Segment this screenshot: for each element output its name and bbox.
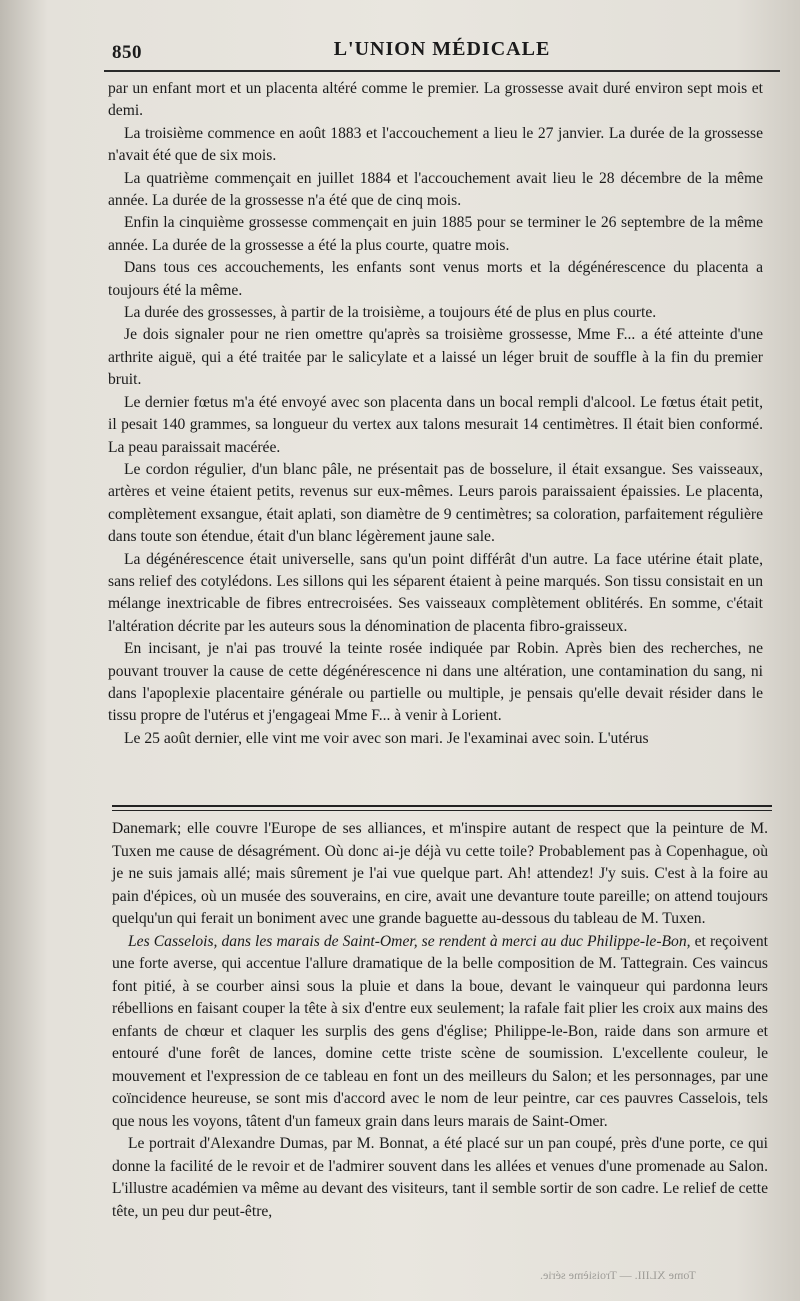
feuilleton-paragraph: Le portrait d'Alexandre Dumas, par M. Bonnat, a été placé sur un pan coupé, près d'une porte, ce qui donne la facilité de le revoir et de l'admirer souvent dans les allées et venues d'une promenade au Salon. L'illustre académien va même au devant des visiteurs, tant il semble sortir de son cadre. Le relief de cette tête, un peu dur peut-être, — [112, 1135, 768, 1220]
header-rule — [104, 70, 780, 72]
paragraph: par un enfant mort et un placenta altéré comme le premier. La grossesse avait duré environ sept mois et demi. — [108, 80, 763, 120]
artwork-title: Les Casselois, dans les marais de Saint-Omer, se rendent à merci au duc Philippe-le-Bon, — [128, 932, 691, 950]
feuilleton-text: et reçoivent une forte averse, qui accentue l'allure dramatique de la belle composition de M. Tattegrain. Ces vaincus font pitié, à se courber ainsi sous la pluie et dans la boue, devant le vainqueur qui pardonna leurs rébellions en faisant couper la tête à six d'entre eux seulement; la rafale fait plier les croix aux mains des enfants de chœur et claquer les surplis des gens d'église; Philippe-le-Bon, raide dans son armure et entouré d'une forêt de lances, domine cette triste scène de soumission. L'excellente couleur, le mouvement et l'expression de ce tableau en font un des meilleurs du Salon; et les personnages, par une coïncidence heureuse, se sont mis d'accord avec le nom de leur peintre, car ces pauvres Casselois, tels que nous les voyons, tâtent d'un fameux grain dans leurs marais de Saint-Omer. — [112, 932, 768, 1130]
paragraph: Le 25 août dernier, elle vint me voir avec son mari. Je l'examinai avec soin. L'utérus — [124, 729, 649, 747]
page-header — [104, 38, 780, 64]
page-number: 850 — [112, 42, 142, 63]
paragraph: Le dernier fœtus m'a été envoyé avec son placenta dans un bocal rempli d'alcool. Le fœtus était petit, il pesait 140 grammes, sa longueur du vertex aux talons mesurait 14 centimètres. Il était bien conformé. La peau paraissait macérée. — [108, 393, 763, 456]
feuilleton-divider — [112, 805, 772, 811]
paragraph: Le cordon régulier, d'un blanc pâle, ne présentait pas de bosselure, il était exsangue. Ses vaisseaux, artères et veine étaient petits, revenus sur eux-mêmes. Leurs parois paraissaient épaissies. Le placenta, complètement exsangue, était aplati, son diamètre de 9 centimètres; sa coloration, parfaitement régulière dans toute son étendue, était d'un blanc légèrement jaune sale. — [108, 460, 763, 546]
running-title: L'UNION MÉDICALE — [333, 38, 551, 60]
paragraph: Je dois signaler pour ne rien omettre qu'après sa troisième grossesse, Mme F... a été atteinte d'une arthrite aiguë, qui a été traitée par le salicylate et a laissé un léger bruit de souffle à la fin du premier bruit. — [108, 326, 763, 389]
feuilleton-paragraph — [112, 931, 768, 1134]
paragraph: La troisième commence en août 1883 et l'accouchement a lieu le 27 janvier. La durée de la grossesse n'avait été que de six mois. — [108, 124, 763, 165]
paragraph: La durée des grossesses, à partir de la troisième, a toujours été de plus en plus courte. — [124, 304, 657, 322]
feuilleton-paragraph: Danemark; elle couvre l'Europe de ses alliances, et m'inspire autant de respect que la peinture de M. Tuxen me cause de désagrément. Où donc ai-je déjà vu cette toile? Probablement pas à Copenhague, où je ne suis jamais allé; mais sûrement je l'ai vue quelque part. Ah! attendez! J'y suis. C'est à la foire au pain d'épices, où un musée des souverains, en cire, avait une devanture toute pareille; on attend toujours quelqu'un qui ferait un boniment avec une grande baguette au-dessous du tableau de M. Tuxen. — [112, 820, 768, 927]
paragraph: La quatrième commençait en juillet 1884 et l'accouchement avait lieu le 28 décembre de la même année. La durée de la grossesse n'a été que de cinq mois. — [108, 169, 763, 210]
paragraph: Enfin la cinquième grossesse commençait en juin 1885 pour se terminer le 26 septembre de la même année. La durée de la grossesse a été la plus courte, quatre mois. — [108, 214, 763, 254]
paragraph: En incisant, je n'ai pas trouvé la teinte rosée indiquée par Robin. Après bien des recherches, ne pouvant trouver la cause de cette dégénérescence ni dans une altération, une contamination du sang, ni dans l'apoplexie placentaire générale ou partielle ou multiple, je pensais qu'elle devait résider dans le tissu propre de l'utérus et j'engageai Mme F... à venir à Lorient. — [108, 640, 763, 725]
article-body — [108, 78, 763, 750]
paragraph: Dans tous ces accouchements, les enfants sont venus morts et la dégénérescence du placenta a toujours été la même. — [108, 259, 763, 299]
show-through-footer: Tome XLIII. — Troisième série. — [540, 1268, 696, 1282]
feuilleton-section — [112, 818, 768, 1223]
paragraph: La dégénérescence était universelle, sans qu'un point différât d'un autre. La face utérine était plate, sans relief des cotylédons. Les sillons qui les séparent étaient à peine marqués. Son tissu consistait en un mélange inextricable de fibres entrecroisées. Ses vaisseaux complètement oblitérés. En somme, c'était l'altération décrite par les auteurs sous la dénomination de placenta fibro-graisseux. — [108, 550, 763, 635]
